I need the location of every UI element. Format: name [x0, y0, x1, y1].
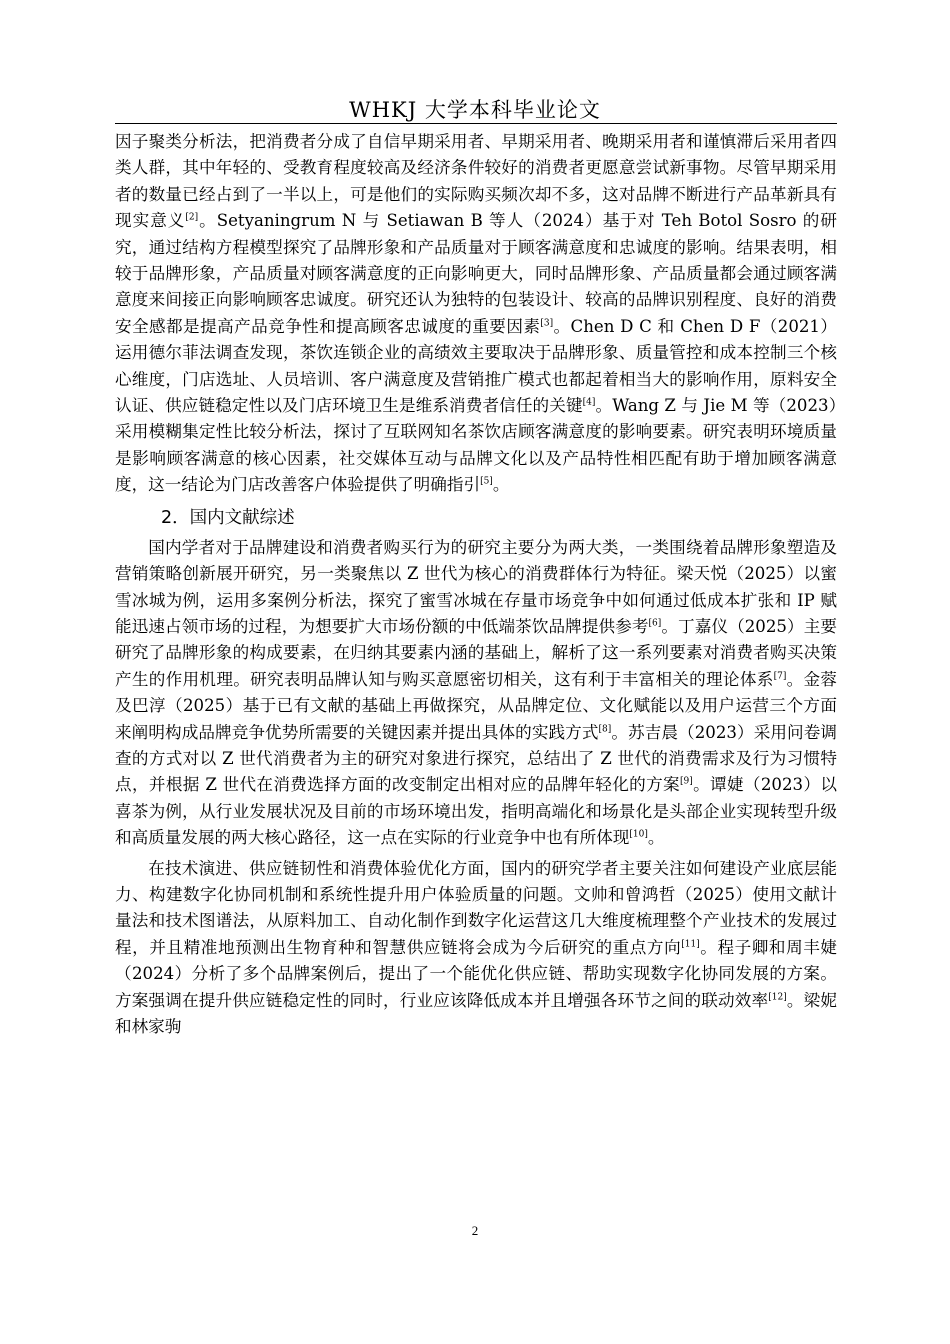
- text-run: 。: [492, 475, 510, 495]
- citation-ref: [8]: [598, 724, 612, 734]
- text-run: 。Setyaningrum N 与 Setiawan B 等人（2024）基于对 Teh Botol Sosro 的研究，通过结构方程模型探究了品牌形象和产品质量对于顾客满意度和忠诚度的影响。结果表明，相较于品牌形象，产品质量对顾客满意度的正向影响更大，同时品牌形象、产品质量都会通过顾客满意度来间接正向影响顾客忠诚度。研究还认为独特的包装设计、较高的品牌识别程度、良好的消费安全感都是提高产品竞争性和提高顾客忠诚度的重要因素: [115, 211, 837, 336]
- text-run: 因子聚类分析法，把消费者分成了自信早期采用者、早期采用者、晚期采用者和谨慎滞后采用者四类人群，其中年轻的、受教育程度较高及经济条件较好的消费者更愿意尝试新事物。尽管早期采用者的数量已经占到了一半以上，可是他们的实际购买频次却不多，这对品牌不断进行产品革新具有现实意义: [115, 132, 837, 231]
- text-run: 。丁嘉仪（2025）主要研究了品牌形象的构成要素，在归纳其要素内涵的基础上，解析了这一系列要素对消费者购买决策产生的作用机理。研究表明品牌认知与购买意愿密切相关，这有利于丰富相关的理论体系: [115, 616, 837, 689]
- citation-ref: [4]: [582, 397, 596, 408]
- text-run: 。: [647, 828, 665, 848]
- header-title: WHKJ 大学本科毕业论文: [349, 98, 601, 122]
- citation-ref: [3]: [540, 318, 554, 329]
- paragraph-technology-review: [115, 856, 837, 1041]
- citation-ref: [9]: [680, 776, 693, 787]
- header-divider: [115, 123, 837, 124]
- text-run: 。苏吉晨（2023）采用问卷调查的方式对以 Z 世代消费者为主的研究对象进行探究，总结出了 Z 世代的消费需求及行为习惯特点，并根据 Z 世代在消费选择方面的改变制定出相对应的品牌年轻化的方案: [115, 722, 837, 795]
- text-run: 。梁妮和林家驹: [115, 990, 838, 1036]
- paragraph-intl-review: [115, 129, 837, 499]
- text-run: 。Chen D C 和 Chen D F（2021）运用德尔菲法调查发现，茶饮连锁企业的高绩效主要取决于品牌形象、质量管控和成本控制三个核心维度，门店选址、人员培训、客户满意度及营销推广模式也都起着相当大的影响作用，原料安全认证、供应链稳定性以及门店环境卫生是维系消费者信任的关键: [115, 316, 838, 416]
- page-body: [115, 129, 837, 1040]
- page-number: 2: [471, 1223, 479, 1238]
- citation-ref: [7]: [773, 671, 787, 682]
- text-run: 在技术演进、供应链韧性和消费体验优化方面，国内的研究学者主要关注如何建设产业底层能力、构建数字化协同机制和系统性提升用户体验质量的问题。文帅和曾鸿哲（2025）使用文献计量法和技术图谱法，从原料加工、自动化制作到数字化运营这几大维度梳理整个产业技术的发展过程，并且精准地预测出生物育种和智慧供应链将会成为今后研究的重点方向: [115, 858, 837, 957]
- citation-ref: [11]: [681, 939, 700, 950]
- text-run: 。谭婕（2023）以喜茶为例，从行业发展状况及目前的市场环境出发，指明高端化和场景化是头部企业实现转型升级和高质量发展的两大核心路径，这一点在实际的行业竞争中也有所体现: [115, 775, 837, 848]
- paragraph-domestic-review: [115, 535, 837, 852]
- text-run: 国内学者对于品牌建设和消费者购买行为的研究主要分为两大类，一类围绕着品牌形象塑造及营销策略创新展开研究，另一类聚焦以 Z 世代为核心的消费群体行为特征。梁天悦（2025）以蜜雪冰城为例，运用多案例分析法，探究了蜜雪冰城在存量市场竞争中如何通过低成本扩张和 IP 赋能迅速占领市场的过程，为想要扩大市场份额的中低端茶饮品牌提供参考: [115, 537, 837, 636]
- citation-ref: [12]: [768, 992, 787, 1003]
- text-run: 。金蓉及巴淳（2025）基于已有文献的基础上再做探究，从品牌定位、文化赋能以及用户运营三个方面来阐明构成品牌竞争优势所需要的关键因素并提出具体的实践方式: [115, 669, 838, 742]
- citation-ref: [10]: [629, 829, 648, 840]
- text-run: 。Wang Z 与 Jie M 等（2023）采用模糊集定性比较分析法，探讨了互联网知名茶饮店顾客满意度的影响要素。研究表明环境质量是影响顾客满意的核心因素，社交媒体互动与品牌文化以及产品特性相匹配有助于增加顾客满意度，这一结论为门店改善客户体验提供了明确指引: [115, 396, 838, 495]
- text-run: 。程子卿和周丰婕（2024）分析了多个品牌案例后，提出了一个能优化供应链、帮助实现数字化协同发展的方案。方案强调在提升供应链稳定性的同时，行业应该降低成本并且增强各环节之间的联动效率: [115, 937, 838, 1010]
- running-header: [0, 94, 950, 124]
- citation-ref: [6]: [648, 618, 662, 629]
- citation-ref: [2]: [185, 212, 199, 223]
- citation-ref: [5]: [480, 476, 493, 487]
- section-heading: 2．国内文献综述: [161, 507, 295, 528]
